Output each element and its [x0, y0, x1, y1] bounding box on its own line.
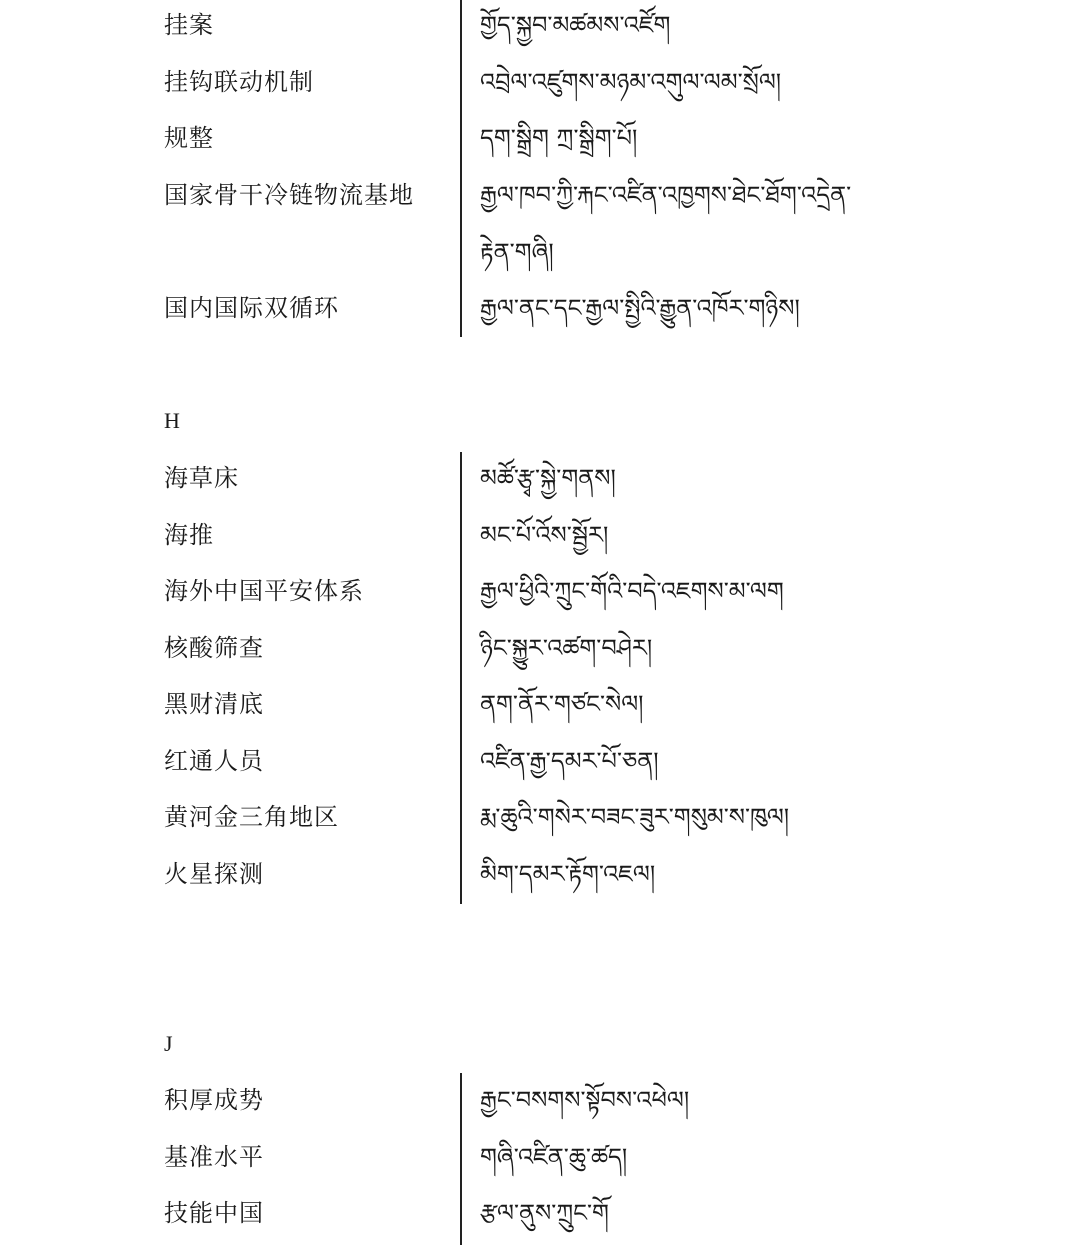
term-tibetan: རྒྱལ་ཁབ་ཀྱི་རྐང་འཛིན་འཁྱགས་ཐེང་ཐོག་འདྲེན་ [480, 181, 852, 209]
term-tibetan: གྱོད་སྐྱབ་མཚམས་འཛོག [480, 11, 671, 39]
term-chinese: 红通人员 [164, 747, 264, 775]
term-chinese: 规整 [164, 124, 214, 152]
term-tibetan: མཚོ་རྩྭ་སྐྱེ་གནས། [480, 464, 616, 492]
term-chinese: 国内国际双循环 [164, 294, 339, 322]
term-tibetan: གཞི་འཛིན་ཆུ་ཚད། [480, 1143, 628, 1171]
term-tibetan: མིག་དམར་རྟོག་འཇལ། [480, 860, 656, 888]
section-letter: H [164, 408, 180, 433]
term-chinese: 国家骨干冷链物流基地 [164, 181, 414, 209]
term-chinese: 核酸筛查 [164, 634, 264, 662]
term-tibetan: འབྲེལ་འཛུགས་མཉམ་འགུལ་ལམ་སྲོལ། [480, 68, 782, 96]
column-divider [460, 0, 462, 337]
term-chinese: 黑财清底 [164, 690, 264, 718]
term-chinese: 技能中国 [164, 1199, 264, 1227]
section-letter: J [164, 1031, 173, 1056]
term-chinese: 黄河金三角地区 [164, 803, 339, 831]
term-tibetan: ནག་ནོར་གཙང་སེལ། [480, 690, 644, 718]
term-chinese: 基准水平 [164, 1143, 264, 1171]
term-chinese: 海推 [164, 521, 214, 549]
term-chinese: 海外中国平安体系 [164, 577, 364, 605]
column-divider [460, 452, 462, 904]
term-chinese: 挂案 [164, 11, 214, 39]
term-tibetan: རྨ་ཆུའི་གསེར་བཟང་ཟུར་གསུམ་ས་ཁུལ། [480, 803, 790, 831]
term-tibetan: རྩལ་ནུས་ཀྲུང་གོ [480, 1199, 609, 1227]
column-divider [460, 1073, 462, 1245]
term-tibetan: རྒྱང་བསགས་སྟོབས་འཕེལ། [480, 1086, 690, 1114]
term-chinese: 火星探测 [164, 860, 264, 888]
term-tibetan: འཛིན་རྒྱ་དམར་པོ་ཅན། [480, 747, 659, 775]
term-tibetan: མང་པོ་འོས་སྦྱོར། [480, 521, 609, 549]
term-tibetan: རྒྱལ་ནང་དང་རྒྱལ་སྤྱིའི་རྒྱུན་འཁོར་གཉིས། [480, 294, 800, 322]
term-tibetan: ཉིང་སྐྱུར་འཚག་བཤེར། [480, 634, 653, 662]
term-tibetan: རྒྱལ་ཕྱིའི་ཀྲུང་གོའི་བདེ་འཇགས་མ་ལག [480, 577, 784, 605]
term-chinese: 挂钩联动机制 [164, 68, 314, 96]
term-chinese: 积厚成势 [164, 1086, 264, 1114]
term-chinese: 海草床 [164, 464, 239, 492]
term-tibetan-continued: རྟེན་གཞི། [480, 238, 554, 266]
term-tibetan: དག་སྒྲིག ཀྲ་སྒྲིག་པོ། [480, 124, 638, 152]
